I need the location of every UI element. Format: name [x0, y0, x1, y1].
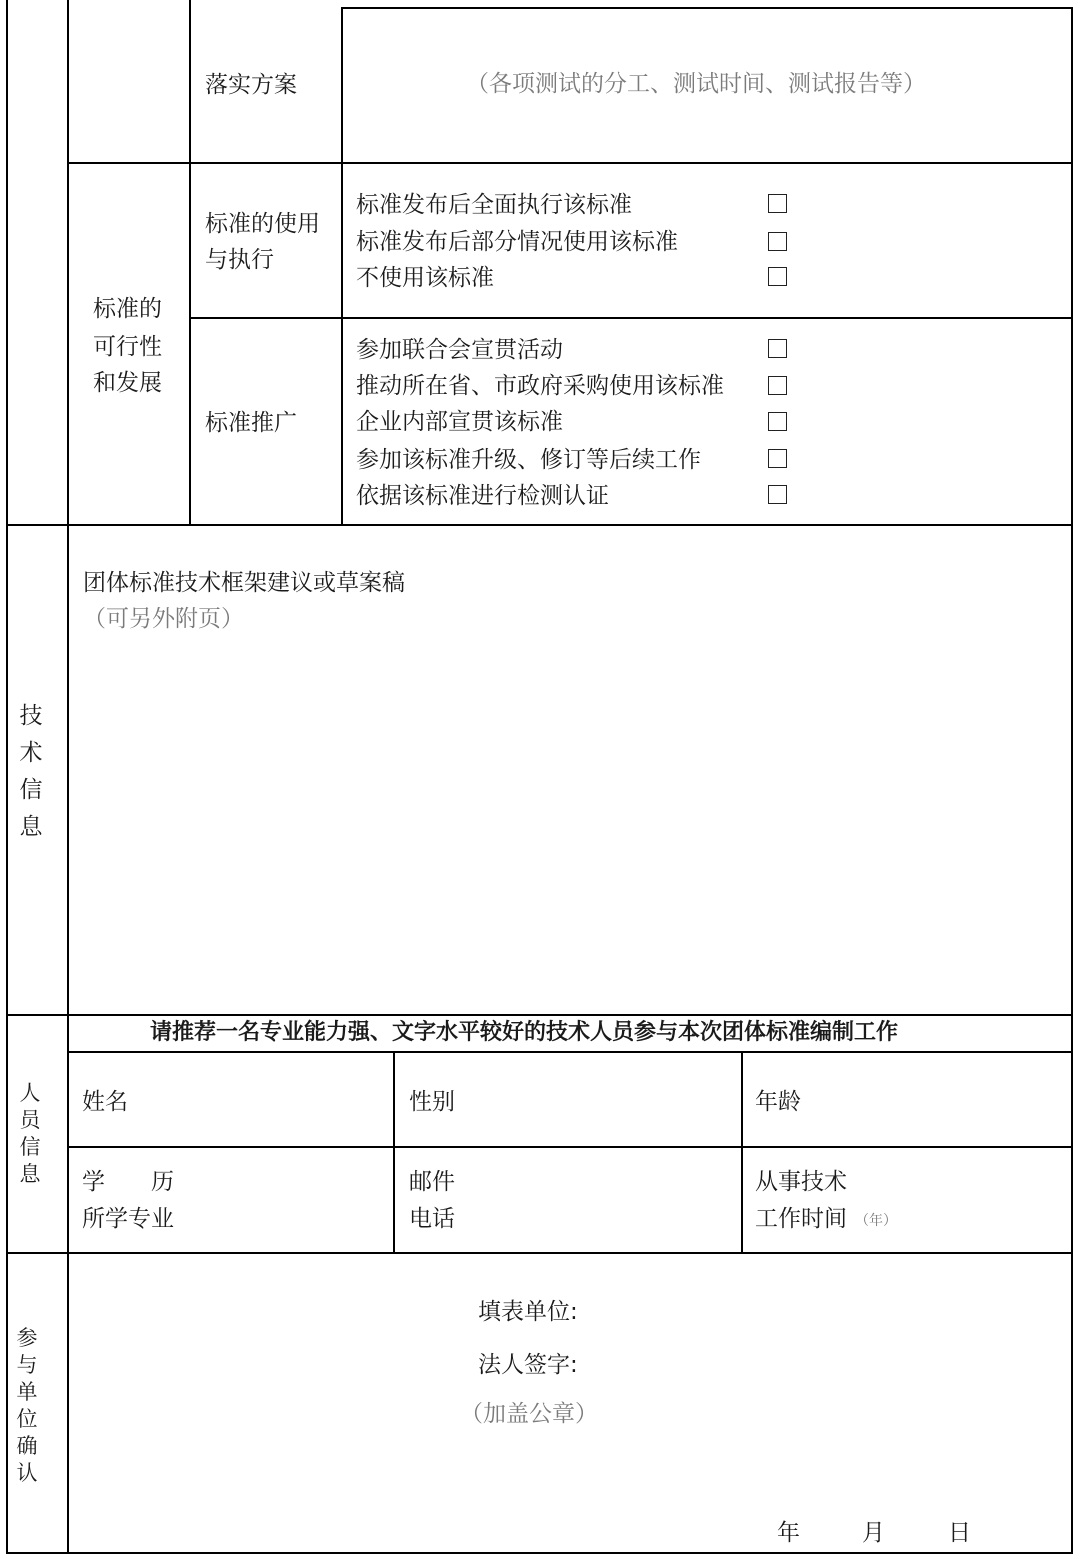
date-year: 年	[777, 1520, 800, 1546]
work-years-field[interactable]	[900, 1150, 1067, 1248]
gender-label: 性别	[409, 1089, 455, 1115]
major-label: 所学专业	[82, 1206, 174, 1232]
promotion-option-checkbox[interactable]	[768, 339, 787, 358]
feasibility-label-line: 标准的	[93, 296, 162, 322]
promotion-option: 参加联合会宣贯活动	[356, 337, 563, 363]
education-major-field[interactable]	[190, 1150, 390, 1248]
phone-label: 电话	[409, 1206, 455, 1232]
tech-input-area[interactable]	[70, 640, 1070, 1012]
fill-unit-label: 填表单位:	[478, 1299, 578, 1325]
seal-note: （加盖公章）	[460, 1401, 598, 1427]
implementation-label: 落实方案	[205, 72, 297, 98]
tech-section-label: 技 术 信 息	[19, 703, 43, 840]
signature-label: 法人签字:	[478, 1352, 578, 1378]
usage-option-full-checkbox[interactable]	[768, 194, 787, 213]
name-label: 姓名	[82, 1089, 128, 1115]
usage-option-none: 不使用该标准	[356, 265, 494, 291]
promotion-option: 企业内部宣贯该标准	[356, 409, 563, 435]
education-label: 学 历	[82, 1169, 174, 1195]
promotion-option: 参加该标准升级、修订等后续工作	[356, 447, 701, 473]
usage-option-partial: 标准发布后部分情况使用该标准	[356, 229, 678, 255]
usage-option-none-checkbox[interactable]	[768, 267, 787, 286]
name-field[interactable]	[140, 1055, 390, 1143]
implementation-hint: （各项测试的分工、测试时间、测试报告等）	[466, 71, 926, 97]
confirm-section-label: 参 与 单 位 确 认	[16, 1326, 38, 1485]
promotion-option-checkbox[interactable]	[768, 376, 787, 395]
feasibility-label-line: 和发展	[93, 370, 162, 396]
personnel-section-label: 人 员 信 息	[19, 1081, 41, 1186]
confirm-input-area[interactable]	[600, 1290, 1060, 1400]
promotion-option-checkbox[interactable]	[768, 412, 787, 431]
email-phone-field[interactable]	[465, 1150, 737, 1248]
age-field[interactable]	[812, 1055, 1067, 1143]
tech-title: 团体标准技术框架建议或草案稿	[83, 570, 405, 596]
promotion-option: 推动所在省、市政府采购使用该标准	[356, 373, 724, 399]
tech-note: （可另外附页）	[83, 606, 244, 632]
age-label: 年龄	[755, 1089, 801, 1115]
promotion-label: 标准推广	[205, 410, 297, 436]
gender-field[interactable]	[465, 1055, 737, 1143]
work-years-unit: （年）	[855, 1213, 897, 1229]
usage-label-line: 标准的使用	[205, 211, 320, 237]
work-years-label-line2: 工作时间	[755, 1206, 847, 1232]
email-label: 邮件	[409, 1169, 455, 1195]
usage-option-partial-checkbox[interactable]	[768, 232, 787, 251]
date-month: 月	[862, 1520, 885, 1546]
promotion-option: 依据该标准进行检测认证	[356, 483, 609, 509]
usage-label-line: 与执行	[205, 247, 274, 273]
feasibility-label-line: 可行性	[93, 334, 162, 360]
work-years-label-line1: 从事技术	[755, 1169, 847, 1195]
promotion-option-checkbox[interactable]	[768, 449, 787, 468]
date-day: 日	[948, 1520, 971, 1546]
usage-option-full: 标准发布后全面执行该标准	[356, 192, 632, 218]
personnel-banner: 请推荐一名专业能力强、文字水平较好的技术人员参与本次团体标准编制工作	[150, 1020, 899, 1045]
promotion-option-checkbox[interactable]	[768, 485, 787, 504]
